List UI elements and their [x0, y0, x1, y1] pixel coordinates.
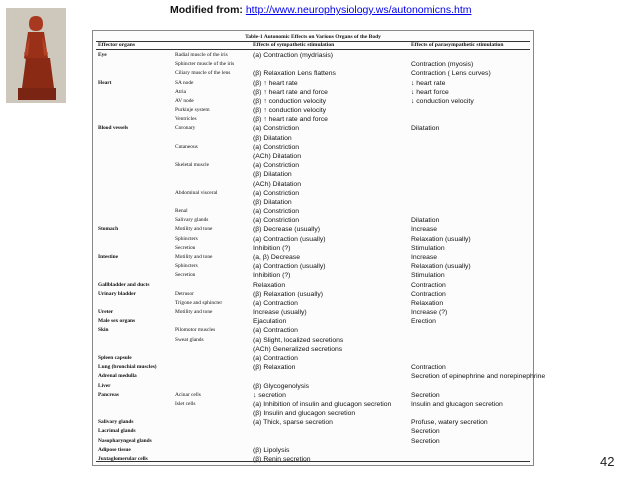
sympathetic-cell: ↓ secretion — [253, 391, 286, 399]
header-sympathetic: Effects of sympathetic stimulation — [253, 42, 335, 48]
part-cell: Motility and tone — [175, 226, 213, 233]
sympathetic-cell: (a) Constriction — [253, 143, 300, 151]
part-cell: Sweat glands — [175, 336, 204, 343]
sympathetic-cell: (β) Lipolysis — [253, 446, 290, 454]
sympathetic-cell: Relaxation — [253, 281, 286, 289]
sympathetic-cell: (a) Thick, sparse secretion — [253, 419, 333, 427]
sympathetic-cell: (β) Insulin and glucagon secretion — [253, 410, 356, 417]
statue-figure-icon — [6, 8, 66, 103]
table-row — [93, 207, 533, 216]
organ-cell: Lung (bronchial muscles) — [98, 364, 157, 371]
part-cell: Motility and tone — [175, 254, 213, 260]
parasympathetic-cell: Contraction — [411, 290, 446, 298]
parasympathetic-cell: Profuse, watery secretion — [411, 419, 488, 427]
table-row — [93, 235, 533, 244]
parasympathetic-cell: Secretion — [411, 391, 440, 399]
table-row — [93, 409, 533, 418]
sympathetic-cell: (β) Decrease (usually) — [253, 226, 320, 234]
autonomic-effects-table — [92, 30, 546, 466]
table-row — [93, 299, 533, 308]
table-row — [93, 437, 533, 446]
sympathetic-cell: (β) ↑ heart rate — [253, 79, 298, 87]
part-cell: Islet cells — [175, 400, 196, 407]
parasympathetic-cell: Dilatation — [411, 217, 440, 225]
organ-cell: Gallbladder and ducts — [98, 281, 150, 288]
part-cell: Skeletal muscle — [175, 162, 209, 169]
part-cell: Ventricles — [175, 116, 197, 123]
sympathetic-cell: (β) ↑ conduction velocity — [253, 97, 327, 105]
sympathetic-cell: (a) Contraction — [253, 299, 298, 307]
parasympathetic-cell: Contraction — [411, 364, 446, 372]
organ-cell: Juxtaglomerular cells — [98, 455, 148, 462]
table-bottom-rule — [96, 461, 530, 462]
sympathetic-cell: (a) Slight, localized secretions — [253, 336, 344, 344]
source-caption — [170, 4, 472, 16]
part-cell: SA node — [175, 79, 194, 86]
parasympathetic-cell: ↓ conduction velocity — [411, 97, 474, 105]
sympathetic-cell: (a) Contraction — [253, 354, 298, 362]
table-row — [93, 216, 533, 225]
parasympathetic-cell: Contraction (myosis) — [411, 61, 474, 69]
table-row — [93, 271, 533, 280]
sympathetic-cell: Inhibition (?) — [253, 244, 291, 252]
organ-cell: Spleen capsule — [98, 354, 132, 361]
organ-cell: Liver — [98, 382, 111, 389]
table-row — [93, 97, 533, 106]
part-cell: Radial muscle of the iris — [175, 52, 228, 58]
table-row — [93, 189, 533, 198]
sympathetic-cell: (a) Contraction (usually) — [253, 263, 326, 271]
table-title: Table-1 Autonomic Effects on Various Organs of the Body — [245, 34, 381, 40]
parasympathetic-cell: Increase (?) — [411, 309, 448, 316]
sympathetic-cell: (β) ↑ heart rate and force — [253, 88, 328, 96]
organ-cell: Stomach — [98, 226, 119, 233]
table-row — [93, 161, 533, 170]
part-cell: Abdominal visceral — [175, 189, 218, 196]
table-row — [93, 244, 533, 253]
organ-cell: Lacrimal glands — [98, 428, 136, 435]
table-row — [93, 400, 533, 409]
table-row — [93, 134, 533, 143]
table-row — [93, 363, 533, 372]
parasympathetic-cell: ↓ heart force — [411, 88, 449, 96]
sympathetic-cell: (ACh) Dilatation — [253, 153, 301, 160]
part-cell: Detrusor — [175, 290, 194, 297]
table-row — [93, 170, 533, 179]
table-row — [93, 372, 546, 381]
organ-cell: Male sex organs — [98, 318, 136, 325]
sympathetic-cell: Inhibition (?) — [253, 272, 291, 280]
table-row — [93, 143, 533, 152]
parasympathetic-cell: Dilatation — [411, 125, 440, 133]
table-row — [93, 51, 533, 60]
sympathetic-cell: (β) Dilatation — [253, 134, 292, 142]
parasympathetic-cell: Increase — [411, 226, 438, 234]
parasympathetic-cell: Secretion — [411, 428, 440, 436]
sympathetic-cell: (ACh) Generalized secretions — [253, 345, 343, 353]
parasympathetic-cell: Relaxation (usually) — [411, 235, 471, 243]
table-row — [93, 317, 533, 326]
table-row — [93, 391, 533, 400]
organ-cell: Ureter — [98, 309, 114, 315]
organ-cell: Heart — [98, 79, 112, 86]
source-link[interactable]: http://www.neurophysiology.ws/autonomicns.htm — [245, 4, 472, 16]
part-cell: Secretion — [175, 272, 196, 279]
parasympathetic-cell: Stimulation — [411, 272, 445, 280]
table-row — [93, 455, 533, 464]
organ-cell: Pancreas — [98, 391, 119, 398]
header-bottom-rule — [96, 49, 530, 50]
parasympathetic-cell: Erection — [411, 318, 436, 326]
sympathetic-cell: (a) Inhibition of insulin and glucagon secretion — [253, 400, 392, 408]
organ-cell: Nasopharyngeal glands — [98, 437, 152, 444]
table-row — [93, 427, 533, 436]
organ-cell: Eye — [98, 52, 107, 58]
statue-image — [6, 8, 66, 103]
table-row — [93, 345, 533, 354]
part-cell: AV node — [175, 97, 194, 104]
table-row — [93, 290, 533, 299]
part-cell: Motility and tone — [175, 309, 213, 315]
table-row — [93, 115, 533, 124]
caption-prefix: Modified from: — [170, 4, 243, 16]
part-cell: Renal — [175, 208, 188, 215]
sympathetic-cell: (β) Dilatation — [253, 198, 292, 206]
page-number: 42 — [600, 454, 615, 469]
table-row — [93, 336, 533, 345]
table-row — [93, 326, 533, 335]
parasympathetic-cell: Secretion of epinephrine and norepinephrine — [411, 373, 546, 381]
sympathetic-cell: (a) Constriction — [253, 162, 300, 170]
sympathetic-cell: (β) Renin secretion — [253, 455, 311, 463]
organ-cell: Adrenal medulla — [98, 373, 137, 380]
part-cell: Acinar cells — [175, 391, 201, 398]
organ-cell: Intestine — [98, 254, 119, 260]
table-row — [93, 69, 533, 78]
part-cell: Sphincter muscle of the iris — [175, 61, 235, 68]
part-cell: Purkinje system — [175, 107, 210, 114]
parasympathetic-cell: Increase — [411, 254, 438, 261]
parasympathetic-cell: Stimulation — [411, 244, 445, 252]
sympathetic-cell: (β) Relaxation Lens flattens — [253, 70, 336, 78]
sympathetic-cell: Increase (usually) — [253, 309, 307, 316]
table-row — [93, 180, 533, 189]
table-row — [93, 79, 533, 88]
table-row — [93, 152, 533, 161]
parasympathetic-cell: Relaxation (usually) — [411, 263, 471, 271]
table-row — [93, 106, 533, 115]
table-row — [93, 262, 533, 271]
table-row — [93, 281, 533, 290]
parasympathetic-cell: Secretion — [411, 437, 440, 445]
table-row — [93, 308, 533, 317]
header-parasympathetic: Effects of parasympathetic stimulation — [411, 42, 504, 48]
sympathetic-cell: (β) Relaxation — [253, 364, 296, 372]
sympathetic-cell: Ejaculation — [253, 318, 287, 326]
sympathetic-cell: (a) Contraction (usually) — [253, 235, 326, 243]
table-row — [93, 60, 533, 69]
table-row — [93, 382, 533, 391]
sympathetic-cell: (β) Relaxation (usually) — [253, 290, 324, 298]
sympathetic-cell: (β) ↑ conduction velocity — [253, 107, 327, 115]
part-cell: Cutaneous — [175, 143, 198, 150]
sympathetic-cell: (a) Contraction (mydriasis) — [253, 52, 334, 59]
sympathetic-cell: (a) Contraction — [253, 327, 298, 335]
sympathetic-cell: (β) Glycogenolysis — [253, 382, 310, 390]
organ-cell: Skin — [98, 327, 109, 334]
part-cell: Sphincters — [175, 235, 198, 242]
sympathetic-cell: (a) Constriction — [253, 189, 300, 197]
parasympathetic-cell: Contraction ( Lens curves) — [411, 70, 491, 78]
sympathetic-cell: (β) ↑ heart rate and force — [253, 116, 328, 124]
header-effector-organs: Effector organs — [98, 42, 136, 48]
sympathetic-cell: (a) Constriction — [253, 217, 300, 225]
part-cell: Atria — [175, 88, 187, 95]
table-row — [93, 418, 533, 427]
sympathetic-cell: (β) Dilatation — [253, 171, 292, 179]
organ-cell: Salivary glands — [98, 419, 134, 426]
organ-cell: Urinary bladder — [98, 290, 136, 297]
table-row — [93, 225, 533, 234]
organ-cell: Blood vessels — [98, 125, 129, 132]
part-cell: Ciliary muscle of the lens — [175, 70, 231, 77]
part-cell: Secretion — [175, 244, 196, 251]
part-cell: Coronary — [175, 125, 196, 132]
part-cell: Sphincters — [175, 263, 198, 270]
parasympathetic-cell: Insulin and glucagon secretion — [411, 400, 503, 408]
parasympathetic-cell: Contraction — [411, 281, 446, 289]
table-row — [93, 124, 533, 133]
table-row — [93, 198, 533, 207]
sympathetic-cell: (a, β) Decrease — [253, 254, 300, 261]
sympathetic-cell: (a) Constriction — [253, 125, 300, 133]
organ-cell: Adipose tissue — [98, 446, 131, 453]
table-row — [93, 253, 533, 262]
table-row — [93, 446, 533, 455]
sympathetic-cell: (ACh) Dilatation — [253, 180, 301, 188]
parasympathetic-cell: Relaxation — [411, 299, 444, 307]
part-cell: Trigone and sphincter — [175, 299, 223, 306]
table-row — [93, 354, 533, 363]
table-row — [93, 88, 533, 97]
part-cell: Salivary glands — [175, 217, 209, 224]
sympathetic-cell: (a) Constriction — [253, 208, 300, 216]
part-cell: Pilomotor muscles — [175, 327, 216, 334]
parasympathetic-cell: ↓ heart rate — [411, 79, 446, 87]
